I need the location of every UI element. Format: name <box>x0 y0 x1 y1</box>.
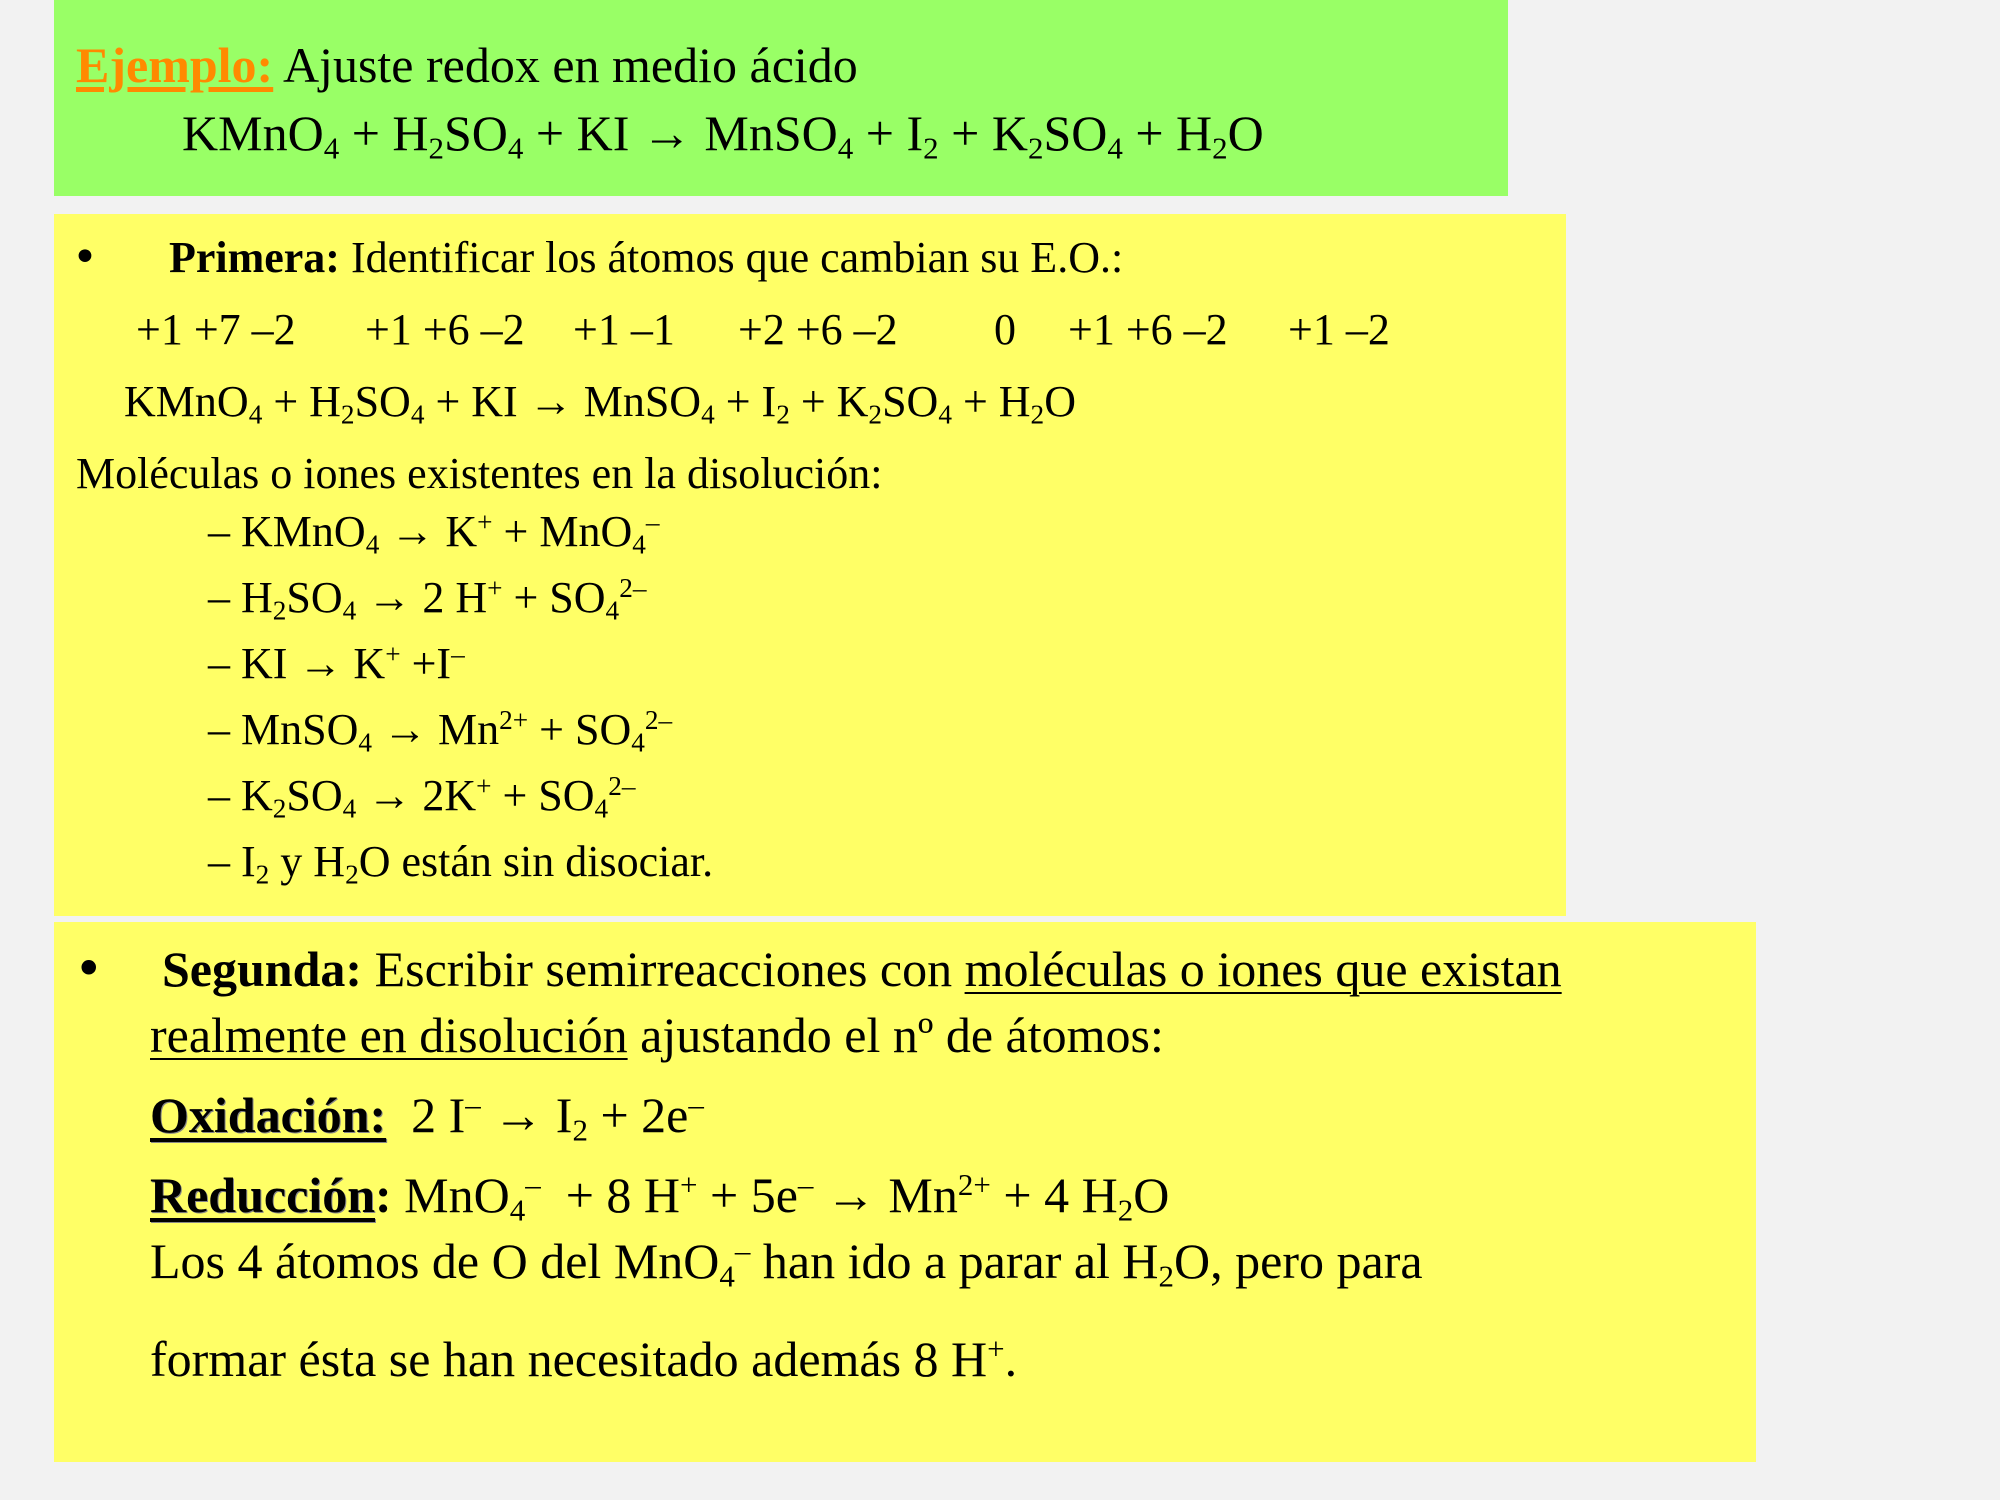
explanation-line-2: formar ésta se han necesitado además 8 H+. <box>150 1330 1018 1387</box>
ox-h2o: +1 –2 <box>1288 305 1390 354</box>
dissociation-h2so4: – $H_2SO_4 \to 2$ $H^+ + SO_4^{2-}$ <box>208 573 647 626</box>
dissociation-ki: – KI → K+ +I– <box>208 639 465 688</box>
step2-label: Segunda: <box>162 941 363 997</box>
ox-ki: +1 –1 <box>573 305 675 354</box>
step1-label: Primera: <box>168 233 340 282</box>
oxidation-half-reaction: Oxidación: 2 $I^- \to I_2 + 2e^-$ <box>150 1086 704 1148</box>
oxidation-numbers <box>54 305 1566 358</box>
step1-equation: KMnO$_4$ + $H_2SO_4$ + KI → MnSO$_4$ + $I_2 + K_2SO_4 + H_2O$ <box>124 377 1076 430</box>
step2-heading <box>74 940 1562 998</box>
ox-mnso4: +2 +6 –2 <box>738 305 898 354</box>
step2-box <box>54 922 1756 1462</box>
main-equation: KMnO$_4$ + $H_2SO_4$ + KI → MnSO$_4$ + $I_2 + K_2SO_4 + H_2O$ <box>182 105 1264 166</box>
dissociation-k2so4: – $K_2SO_4 \to 2K^+ + SO_4^{2-}$ <box>208 771 636 824</box>
step2-text-1: Escribir semirreacciones con <box>362 941 965 997</box>
step2-heading-cont <box>150 1007 1164 1063</box>
title-text: Ajuste redox en medio ácido <box>273 37 858 93</box>
dissociation-kmno4: – KMnO$_4$ → K+ + MnO$_4$– <box>208 507 660 560</box>
step2-underlined-2: realmente en disolución <box>150 1007 628 1063</box>
species-heading: Moléculas o iones existentes en la disolución: <box>76 449 883 498</box>
step1-text: Identificar los átomos que cambian su E.O.: <box>339 233 1124 282</box>
slide-title <box>76 37 858 93</box>
bullet: • <box>72 232 98 283</box>
step1-heading <box>72 232 1124 283</box>
ox-h2so4: +1 +6 –2 <box>365 305 525 354</box>
dissociation-mnso4: – MnSO$_4$ → $Mn^{2+} + SO_4^{2-}$ <box>208 705 673 758</box>
ox-k2so4: +1 +6 –2 <box>1068 305 1228 354</box>
step2-text-2: ajustando el nº de átomos: <box>627 1007 1164 1063</box>
step2-underlined-1: moléculas o iones que existan <box>964 941 1562 997</box>
reduction-half-reaction: Reducción: MnO$_4$– + 8 $H^+ + 5e^- \to Mn^{2+} + 4$ $H_2O$ <box>150 1166 1170 1228</box>
oxidation-label: Oxidación: <box>150 1087 387 1143</box>
ox-i2: 0 <box>994 305 1016 354</box>
example-label: Ejemplo: <box>76 37 274 93</box>
undissociated-note: – $I_2$ y $H_2O$ están sin disociar. <box>208 837 714 890</box>
reduction-label: Reducción <box>150 1167 375 1223</box>
step1-box <box>54 214 1566 916</box>
bullet: • <box>74 940 104 998</box>
title-box <box>54 0 1508 196</box>
explanation-line-1: Los 4 átomos de O del MnO$_4$– han ido a parar al $H_2O$, pero para <box>150 1232 1423 1294</box>
ox-kmno4: +1 +7 –2 <box>136 305 296 354</box>
